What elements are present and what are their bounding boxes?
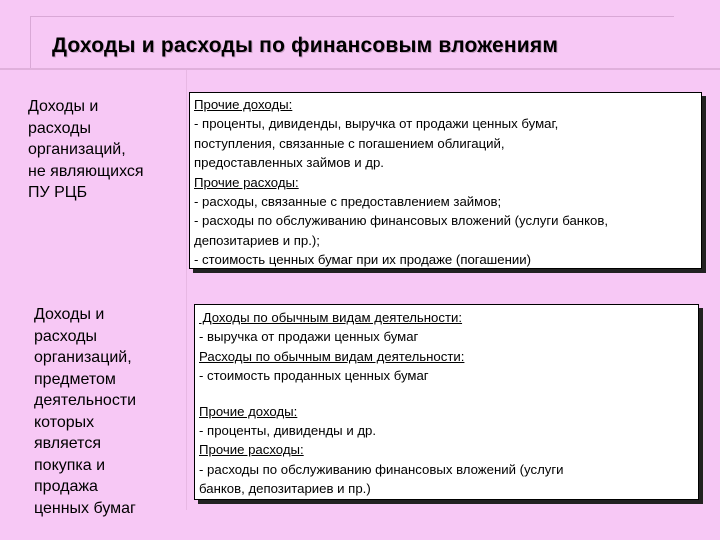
section2-spacer xyxy=(199,386,694,402)
section1-expense-line: депозитариев и пр.); xyxy=(194,232,320,248)
section2-other-expense-line: банков, депозитариев и пр.) xyxy=(199,481,371,497)
title-frame-left xyxy=(30,16,31,68)
section1-expense-line: - стоимость ценных бумаг при их продаже (погашении) xyxy=(194,252,531,268)
section1-income-line: поступления, связанные с погашением облигаций, xyxy=(194,135,505,151)
column-divider xyxy=(186,70,187,510)
section1-expense-line: - расходы, связанные с предоставлением займов; xyxy=(194,194,502,210)
title-frame-top xyxy=(30,16,674,17)
section1-label: Доходы и расходы организаций, не являющихся ПУ РЦБ xyxy=(28,98,144,201)
section1-income-line: - проценты, дивиденды, выручка от продажи ценных бумаг, xyxy=(194,116,559,132)
section2-other-expense-heading: Прочие расходы: xyxy=(199,442,304,458)
section1-expense-line: - расходы по обслуживанию финансовых вложений (услуги банков, xyxy=(194,213,608,229)
section1-box xyxy=(189,92,702,269)
section1-expense-heading: Прочие расходы: xyxy=(194,174,299,190)
section1-income-heading: Прочие доходы: xyxy=(194,97,293,112)
section2-ordinary-income-heading: Доходы по обычным видам деятельности: xyxy=(199,310,463,325)
section2-other-income-line: - проценты, дивиденды и др. xyxy=(199,423,377,439)
title-underline xyxy=(0,68,720,70)
section2-other-income-heading: Прочие доходы: xyxy=(199,403,298,419)
section2-box xyxy=(194,304,699,500)
section2-ordinary-income-line: - выручка от продажи ценных бумаг xyxy=(199,329,419,345)
section2-other-expense-line: - расходы по обслуживанию финансовых вложений (услуги xyxy=(199,461,564,477)
section2-ordinary-expense-line: - стоимость проданных ценных бумаг xyxy=(199,368,429,384)
section1-income-line: предоставленных займов и др. xyxy=(194,155,384,171)
page-title: Доходы и расходы по финансовым вложениям xyxy=(52,34,559,57)
section2-ordinary-expense-heading: Расходы по обычным видам деятельности: xyxy=(199,348,465,364)
section2-label: Доходы и расходы организаций, предметом деятельности которых является покупка и продажа ценных бумаг xyxy=(34,306,137,517)
